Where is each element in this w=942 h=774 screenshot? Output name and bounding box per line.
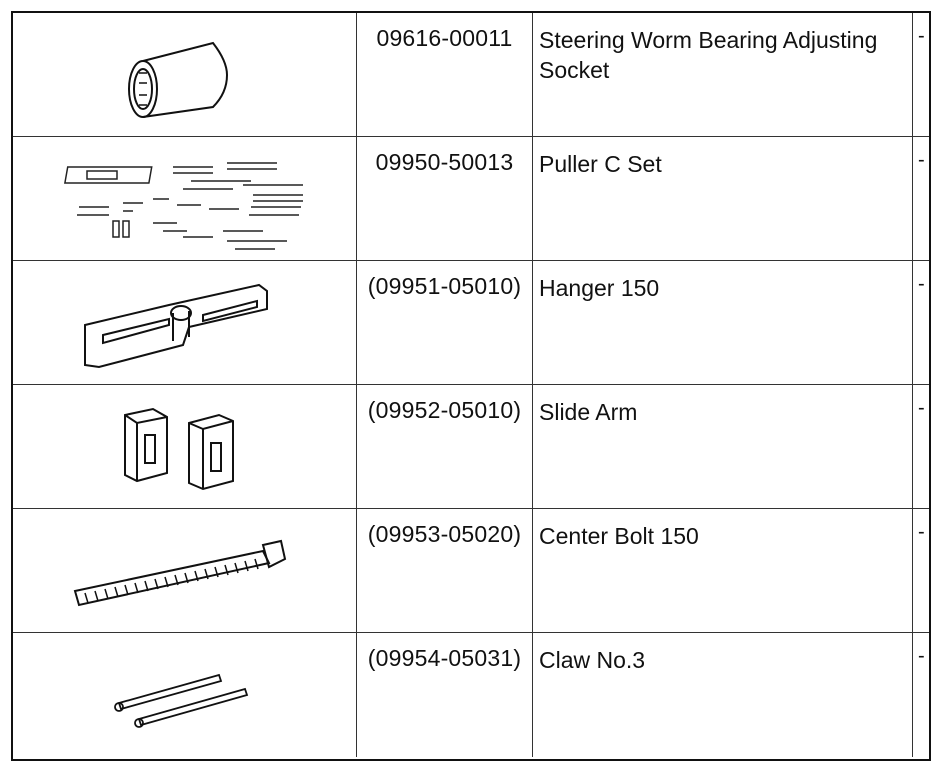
note-dash: - xyxy=(918,521,925,543)
note-dash: - xyxy=(918,273,925,295)
part-number: (09954-05031) xyxy=(357,633,533,757)
tool-illustration-cell xyxy=(13,137,357,260)
note-dash: - xyxy=(918,397,925,419)
table-row xyxy=(13,13,929,137)
table-row xyxy=(13,385,929,509)
tool-name: Puller C Set xyxy=(533,137,913,260)
part-number: (09952-05010) xyxy=(357,385,533,508)
center-bolt-icon xyxy=(13,509,357,633)
socket-icon xyxy=(13,13,357,137)
hanger-icon xyxy=(13,261,357,385)
tool-name: Center Bolt 150 xyxy=(533,509,913,632)
part-number: 09950-50013 xyxy=(357,137,533,260)
slide-arm-icon xyxy=(13,385,357,509)
tool-name: Hanger 150 xyxy=(533,261,913,384)
tool-name: Claw No.3 xyxy=(533,633,913,757)
note-dash: - xyxy=(918,645,925,667)
tool-illustration-cell xyxy=(13,261,357,384)
note-dash: - xyxy=(918,25,925,47)
table-row xyxy=(13,509,929,633)
table-row xyxy=(13,633,929,757)
tool-illustration-cell xyxy=(13,633,357,757)
table-row xyxy=(13,137,929,261)
note-dash: - xyxy=(918,149,925,171)
tool-illustration-cell xyxy=(13,385,357,508)
tool-illustration-cell xyxy=(13,13,357,136)
tool-illustration-cell xyxy=(13,509,357,632)
part-number: (09951-05010) xyxy=(357,261,533,384)
part-number: (09953-05020) xyxy=(357,509,533,632)
table-row xyxy=(13,261,929,385)
claw-icon xyxy=(13,633,357,757)
tool-name: Slide Arm xyxy=(533,385,913,508)
puller-set-icon xyxy=(13,137,357,261)
tool-name: Steering Worm Bearing Adjusting Socket xyxy=(533,13,913,136)
tool-table xyxy=(11,11,931,761)
part-number: 09616-00011 xyxy=(357,13,533,136)
